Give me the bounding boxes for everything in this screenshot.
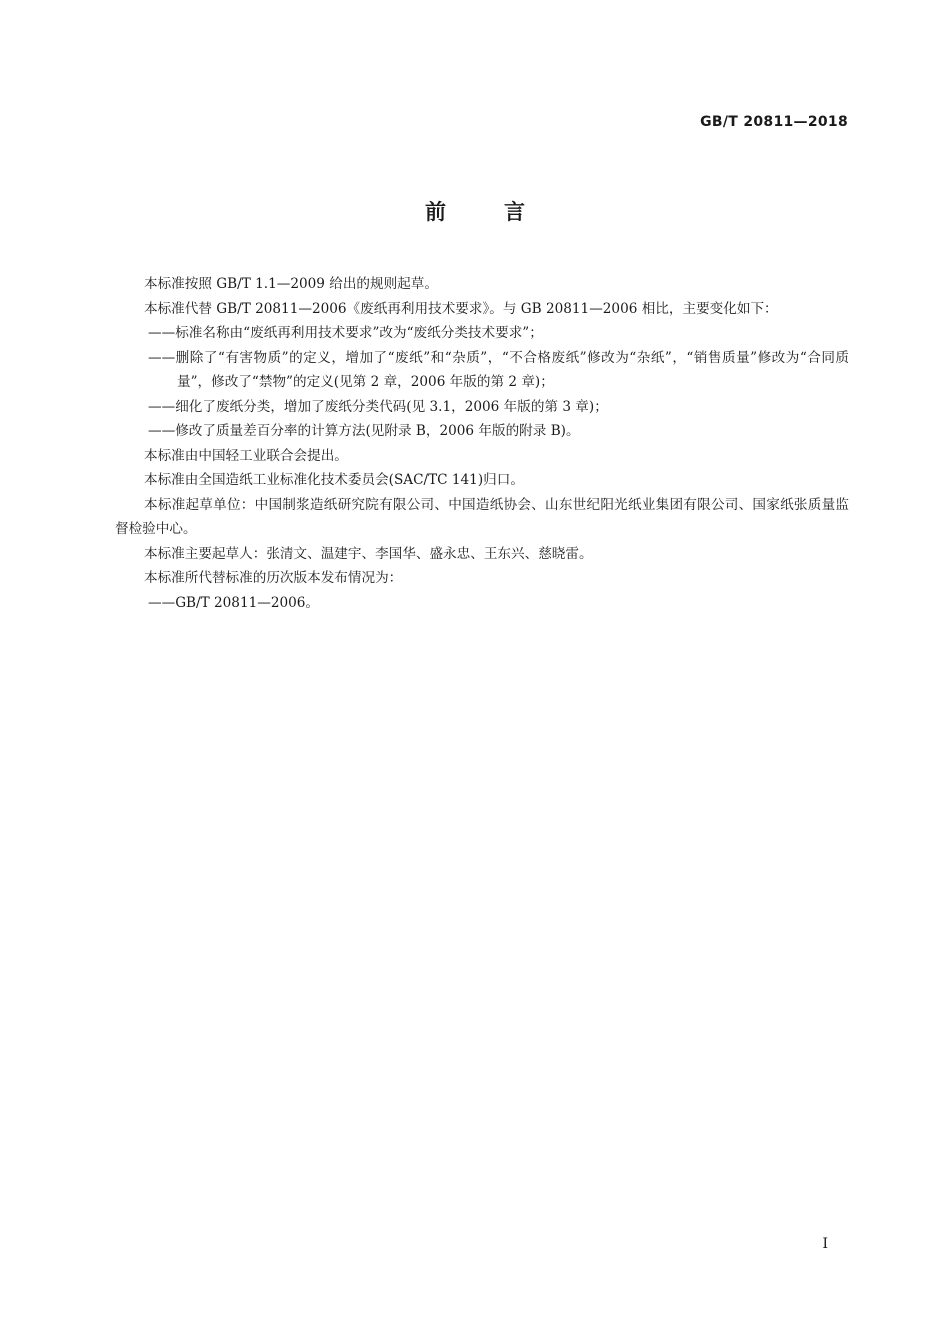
list-item-change-definitions: ——删除了“有害物质”的定义，增加了“废纸”和“杂质”，“不合格废纸”修改为“杂纸”，“销售质量”修改为“合同质量”，修改了“禁物”的定义(见第 2 章，2006 年版的第 2 章)； [148,349,849,390]
paragraph-committee: 本标准由全国造纸工业标准化技术委员会(SAC/TC 141)归口。 [144,472,524,488]
paragraph-drafters: 本标准主要起草人：张清文、温建宇、李国华、盛永忠、王东兴、慈晓雷。 [144,545,593,562]
paragraph-history: 本标准所代替标准的历次版本发布情况为： [144,570,403,586]
paragraph-proposer: 本标准由中国轻工业联合会提出。 [144,447,348,464]
list-item-change-classification: ——细化了废纸分类，增加了废纸分类代码(见 3.1，2006 年版的第 3 章)； [148,398,608,415]
standard-code: GB/T 20811—2018 [700,114,848,130]
paragraph-replacement: 本标准代替 GB/T 20811—2006《废纸再利用技术要求》。与 GB 20811—2006 相比，主要变化如下： [144,300,778,317]
list-item-previous-version: ——GB/T 20811—2006。 [148,594,320,611]
paragraph-drafting-units: 本标准起草单位：中国制浆造纸研究院有限公司、中国造纸协会、山东世纪阳光纸业集团有限公司、国家纸张质量监督检验中心。 [115,496,849,537]
page-number: I [822,1236,828,1252]
list-item-change-name: ——标准名称由“废纸再利用技术要求”改为“废纸分类技术要求”； [148,325,543,341]
list-item-change-calculation: ——修改了质量差百分率的计算方法(见附录 B，2006 年版的附录 B)。 [148,423,580,439]
paragraph-drafting-rules: 本标准按照 GB/T 1.1—2009 给出的规则起草。 [144,276,438,292]
page-title: 前言 [425,200,583,224]
document-body [115,272,849,615]
